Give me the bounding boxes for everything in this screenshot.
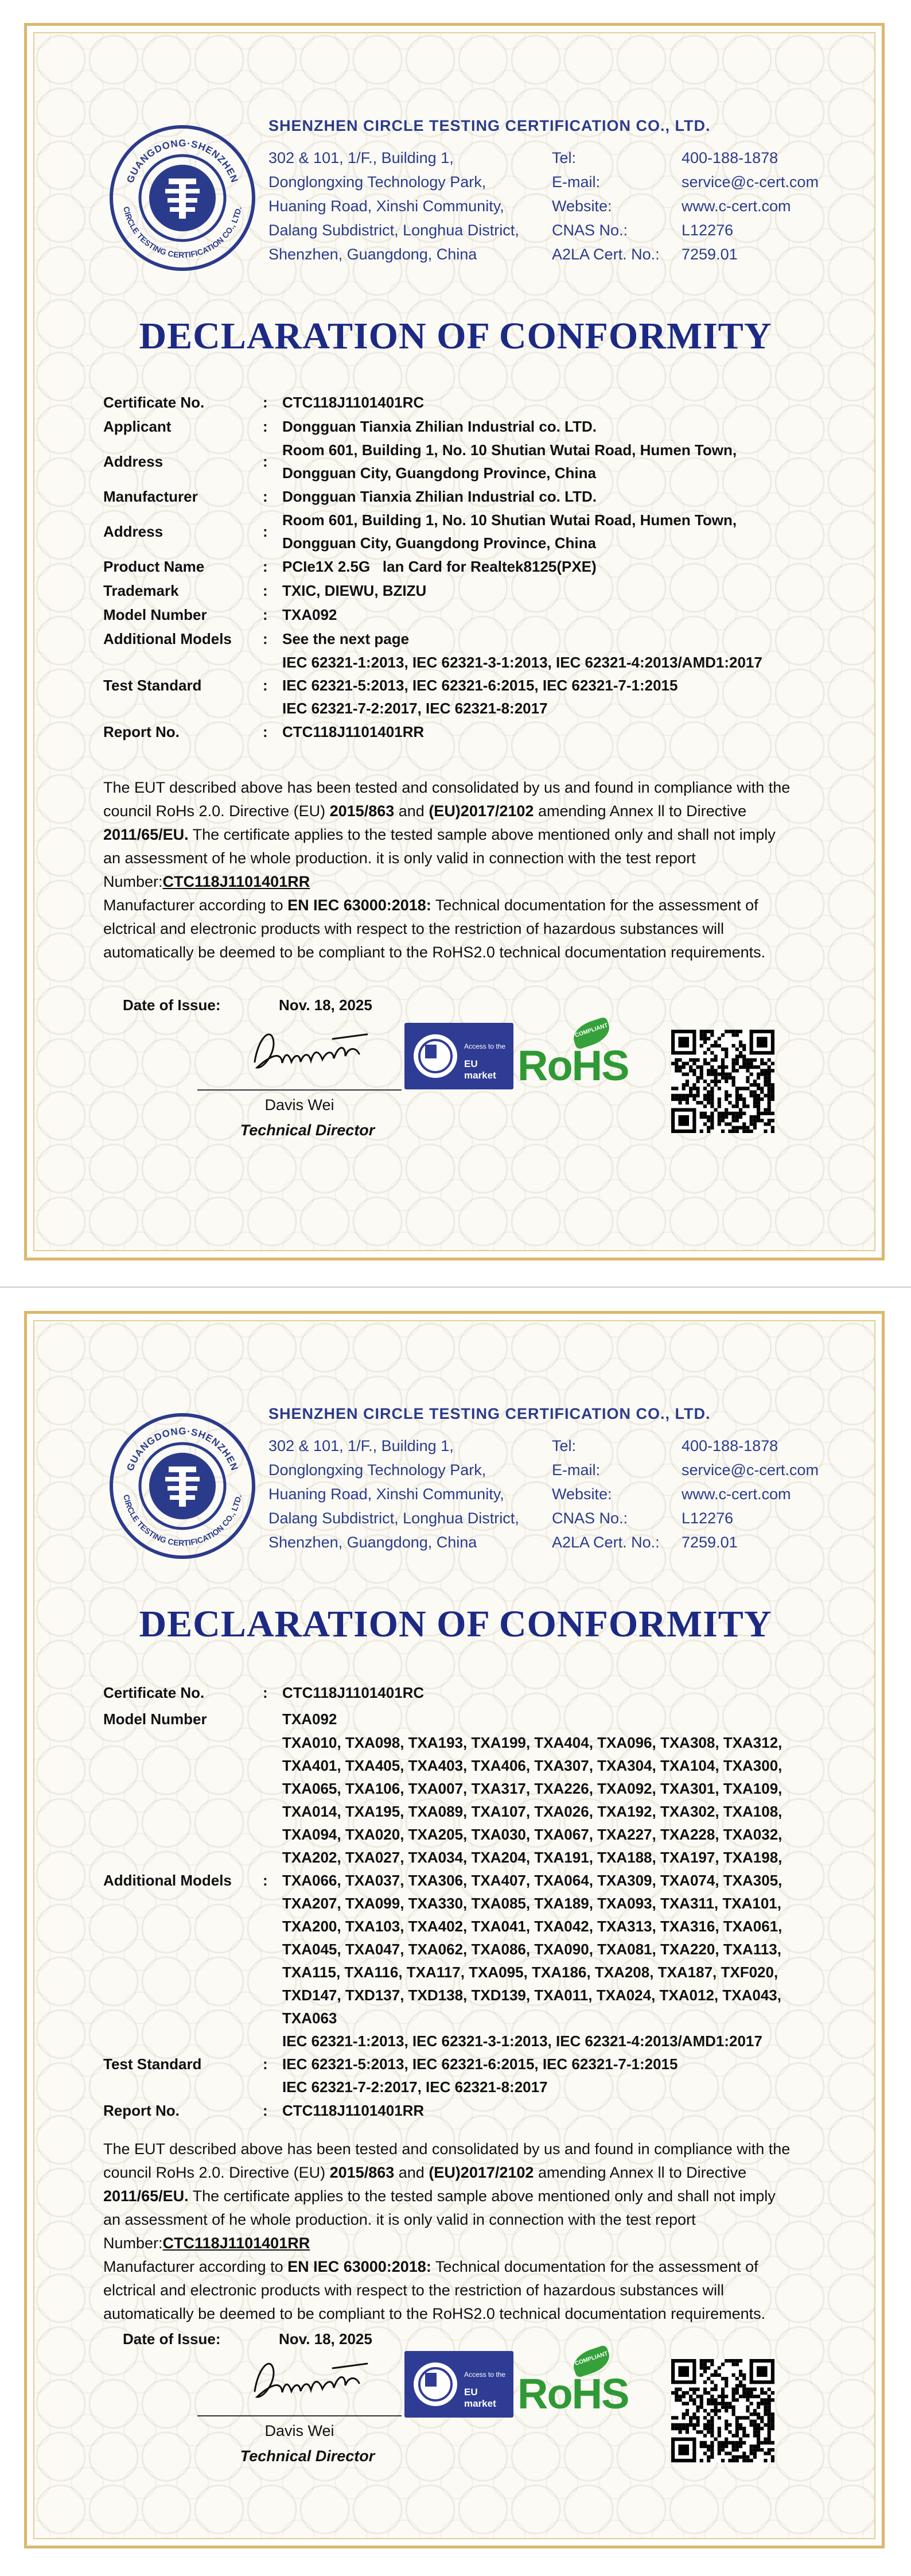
field-colon: : [263, 581, 268, 599]
address-line: 302 & 101, 1/F., Building 1, [268, 149, 454, 166]
rohs-text: RoHS [517, 1042, 629, 1089]
field-label: Model Number [103, 1710, 207, 1728]
address-line: Room 601, Building 1, No. 10 Shutian Wutai Road, Humen Town, [282, 511, 737, 529]
field-label: Additional Models [103, 1871, 232, 1889]
standard-line: IEC 62321-5:2013, IEC 62321-6:2015, IEC 62321-7-1:2015 [282, 2055, 678, 2073]
issue-date-label: Date of Issue: [123, 996, 221, 1014]
signatory-title: Technical Director [240, 1122, 375, 1139]
eu-market-badge [404, 2351, 513, 2418]
contact-label: E-mail: [552, 173, 601, 191]
signatory-name: Davis Wei [264, 2422, 334, 2439]
rohs-logo [517, 1022, 630, 1093]
seal-bottom-text: CIRCLE TESTING CERTIFICATION CO., LTD. [122, 1493, 243, 1548]
contact-cnas: L12276 [682, 1510, 734, 1527]
standard-line: IEC 62321-1:2013, IEC 62321-3-1:2013, IEC 62321-4:2013/AMD1:2017 [282, 654, 762, 671]
field-colon: : [263, 1683, 268, 1701]
field-label: Address [103, 452, 163, 470]
field-trademark [103, 579, 826, 603]
field-value: CTC118J1101401RC [282, 394, 425, 411]
statement-line: Number:CTC118J1101401RR [103, 2234, 310, 2252]
contact-label: A2LA Cert. No.: [552, 246, 660, 263]
field-report-no [103, 720, 826, 744]
field-label: Report No. [103, 723, 180, 740]
field-product-name [103, 554, 826, 579]
model-list-line: TXA202, TXA027, TXA034, TXA204, TXA191, TXA188, TXA197, TXA198, [282, 1849, 782, 1866]
model-list-line: TXA065, TXA106, TXA007, TXA317, TXA226, TXA092, TXA301, TXA109, [282, 1780, 782, 1797]
address-line: Shenzhen, Guangdong, China [268, 246, 477, 263]
contact-label: E-mail: [552, 1461, 601, 1479]
field-value: PCIe1X 2.5G lan Card for Realtek8125(PXE) [282, 558, 597, 575]
address-line: Dalang Subdistrict, Longhua District, [268, 222, 519, 239]
statement-line: an assessment of he whole production. it is only valid in connection with the test report [103, 849, 696, 867]
field-value [282, 509, 826, 554]
statement-line: an assessment of he whole production. it is only valid in connection with the test report [103, 2211, 696, 2228]
address-line: Dongguan City, Guangdong Province, China [282, 464, 596, 482]
model-list-line: TXA401, TXA405, TXA403, TXA406, TXA307, TXA304, TXA104, TXA300, [282, 1757, 782, 1774]
field-label: Product Name [103, 557, 205, 575]
address-line: Dalang Subdistrict, Longhua District, [268, 1510, 519, 1527]
certificate-fields [103, 1678, 826, 2123]
field-label: Test Standard [103, 2055, 202, 2073]
field-value: CTC118J1101401RR [282, 2102, 425, 2119]
contact-label: Website: [552, 1485, 612, 1503]
eu-badge-text: EU market [464, 1058, 496, 1081]
field-colon: : [263, 676, 268, 694]
field-value: See the next page [282, 630, 410, 647]
contact-label: Website: [552, 197, 612, 215]
eu-badge-small-text: Access to the [464, 2371, 506, 2379]
field-value: Dongguan Tianxia Zhilian Industrial co. LTD. [282, 418, 597, 435]
field-colon: : [263, 522, 268, 540]
field-colon: : [263, 487, 268, 505]
signature-icon [247, 2351, 373, 2414]
address-line: Room 601, Building 1, No. 10 Shutian Wutai Road, Humen Town, [282, 441, 737, 459]
rohs-logo [517, 2350, 630, 2421]
field-label: Report No. [103, 2101, 180, 2119]
field-report-no [103, 2098, 826, 2123]
field-address [103, 439, 826, 484]
additional-models-list [282, 1731, 826, 2030]
issue-date-label: Date of Issue: [123, 2330, 221, 2348]
contact-email[interactable]: service@c-cert.com [682, 173, 819, 191]
contact-tel: 400-188-1878 [682, 1437, 778, 1454]
model-list-line: TXA010, TXA098, TXA193, TXA199, TXA404, TXA096, TXA308, TXA312, [282, 1734, 782, 1751]
field-label: Model Number [103, 606, 207, 623]
signatory-name: Davis Wei [264, 1096, 334, 1114]
field-label: Manufacturer [103, 487, 198, 505]
qr-code-icon[interactable] [671, 2359, 774, 2462]
contact-label: CNAS No.: [552, 1510, 628, 1527]
seal-top-text: GUANGDONG·SHENZHEN [124, 1425, 240, 1473]
field-value [282, 439, 826, 484]
contact-values [682, 1434, 819, 1554]
field-colon: : [263, 393, 268, 411]
contact-a2la: 7259.01 [682, 246, 738, 263]
company-address [268, 146, 519, 266]
eu-badge-small-text: Access to the [464, 1042, 506, 1050]
issue-date-value: Nov. 18, 2025 [279, 2330, 372, 2348]
company-seal-icon [108, 1411, 257, 1561]
company-name: SHENZHEN CIRCLE TESTING CERTIFICATION CO., LTD. [268, 117, 711, 134]
model-list-line: TXA014, TXA195, TXA089, TXA107, TXA026, TXA192, TXA302, TXA108, [282, 1803, 782, 1820]
field-colon: : [263, 417, 268, 435]
field-test-standard [103, 651, 826, 720]
statement-line: automatically be deemed to be compliant to the RoHS2.0 technical documentation requirements. [103, 2305, 766, 2322]
field-value: TXA092 [282, 1710, 337, 1728]
model-list-line: TXA045, TXA047, TXA062, TXA086, TXA090, TXA081, TXA220, TXA113, [282, 1941, 781, 1958]
contact-labels [552, 146, 660, 266]
contact-website[interactable]: www.c-cert.com [682, 1485, 791, 1503]
address-line: Huaning Road, Xinshi Community, [268, 1485, 504, 1503]
contact-tel: 400-188-1878 [682, 149, 778, 166]
model-list-line: TXA115, TXA116, TXA117, TXA095, TXA186, TXA208, TXA187, TXF020, [282, 1964, 778, 1981]
standard-line: IEC 62321-7-2:2017, IEC 62321-8:2017 [282, 700, 548, 717]
field-applicant [103, 414, 826, 439]
model-list-line: TXD147, TXD137, TXD138, TXD139, TXA011, TXA024, TXA012, TXA043, [282, 1987, 781, 2004]
field-colon: : [263, 2101, 268, 2119]
field-colon: : [263, 452, 268, 470]
rohs-text: RoHS [517, 2370, 629, 2418]
field-label: Certificate No. [103, 1683, 205, 1701]
address-line: Dongguan City, Guangdong Province, China [282, 534, 596, 552]
rohs-leaf-text: COMPLIANT [574, 1022, 609, 1039]
field-certificate-no [103, 390, 826, 414]
statement-line: council RoHs 2.0. Directive (EU) 2015/863 and (EU)2017/2102 amending Annex ll to Directive [103, 2164, 747, 2181]
statement-line: 2011/65/EU. The certificate applies to the tested sample above mentioned only and shall not imply [103, 2187, 776, 2205]
field-value: TXIC, DIEWU, BZIZU [282, 582, 427, 599]
field-label: Trademark [103, 581, 179, 599]
field-additional-models [103, 1731, 826, 2030]
field-label: Certificate No. [103, 393, 205, 411]
address-line: Shenzhen, Guangdong, China [268, 1534, 477, 1551]
field-value [282, 651, 826, 720]
eu-badge-seal-icon [414, 2362, 457, 2406]
certificate-fields [103, 390, 826, 744]
qr-code-icon[interactable] [671, 1030, 774, 1133]
statement-line: elctrical and electronic products with respect to the restriction of hazardous substances will [103, 920, 725, 937]
statement-line: 2011/65/EU. The certificate applies to the tested sample above mentioned only and shall not imply [103, 826, 776, 843]
field-test-standard [103, 2030, 826, 2098]
statement-line: Manufacturer according to EN IEC 63000:2018: Technical documentation for the assessment of [103, 2258, 758, 2275]
model-list-line: TXA066, TXA037, TXA306, TXA407, TXA064, TXA309, TXA074, TXA305, [282, 1872, 782, 1889]
field-label: Address [103, 522, 163, 540]
issue-date-value: Nov. 18, 2025 [279, 996, 372, 1014]
contact-label: Tel: [552, 149, 577, 166]
standard-line: IEC 62321-7-2:2017, IEC 62321-8:2017 [282, 2078, 548, 2096]
rohs-leaf-text: COMPLIANT [574, 2350, 609, 2367]
seal-bottom-text: CIRCLE TESTING CERTIFICATION CO., LTD. [122, 205, 243, 260]
field-colon: : [263, 630, 268, 647]
contact-a2la: 7259.01 [682, 1534, 738, 1551]
contact-label: A2LA Cert. No.: [552, 1534, 660, 1551]
eu-badge-text: EU market [464, 2387, 496, 2409]
address-line: Donglongxing Technology Park, [268, 173, 486, 191]
field-additional-models [103, 627, 826, 651]
report-number-link: CTC118J1101401RR [162, 2234, 310, 2252]
seal-top-text: GUANGDONG·SHENZHEN [124, 137, 240, 185]
model-list-line: TXA094, TXA020, TXA205, TXA030, TXA067, TXA227, TXA228, TXA032, [282, 1826, 782, 1843]
field-colon: : [263, 606, 268, 623]
field-value [282, 2030, 826, 2098]
document-title: DECLARATION OF CONFORMITY [139, 1603, 772, 1645]
field-colon: : [263, 1871, 268, 1889]
model-list-line: TXA200, TXA103, TXA402, TXA041, TXA042, TXA313, TXA316, TXA061, [282, 1918, 782, 1935]
field-certificate-no [103, 1678, 826, 1707]
field-colon: : [263, 723, 268, 740]
eu-badge-seal-icon [414, 1034, 457, 1078]
signatory-title: Technical Director [240, 2447, 375, 2465]
company-seal-icon [108, 123, 257, 273]
field-manufacturer [103, 484, 826, 509]
model-list-line: TXA063 [282, 2009, 337, 2027]
field-value: CTC118J1101401RR [282, 723, 425, 740]
company-address [268, 1434, 519, 1554]
eu-market-badge [404, 1023, 513, 1089]
signature-line [197, 1089, 402, 1091]
field-value: CTC118J1101401RC [282, 1684, 425, 1701]
statement-line: Number:CTC118J1101401RR [103, 873, 310, 890]
field-colon: : [263, 557, 268, 575]
contact-cnas: L12276 [682, 222, 734, 239]
standard-line: IEC 62321-5:2013, IEC 62321-6:2015, IEC 62321-7-1:2015 [282, 677, 678, 694]
statement-line: Manufacturer according to EN IEC 63000:2018: Technical documentation for the assessment of [103, 897, 758, 914]
field-model-number [103, 603, 826, 627]
field-label: Additional Models [103, 630, 232, 647]
company-name: SHENZHEN CIRCLE TESTING CERTIFICATION CO., LTD. [268, 1405, 711, 1422]
model-list-line: TXA207, TXA099, TXA330, TXA085, TXA189, TXA093, TXA311, TXA101, [282, 1895, 781, 1912]
field-value: Dongguan Tianxia Zhilian Industrial co. LTD. [282, 488, 597, 505]
address-line: Huaning Road, Xinshi Community, [268, 197, 504, 215]
contact-email[interactable]: service@c-cert.com [682, 1461, 819, 1479]
contact-label: Tel: [552, 1437, 577, 1454]
field-value: TXA092 [282, 606, 337, 623]
document-title: DECLARATION OF CONFORMITY [139, 315, 772, 357]
statement-line: elctrical and electronic products with respect to the restriction of hazardous substances will [103, 2282, 725, 2299]
compliance-statement [103, 776, 820, 964]
compliance-statement [103, 2137, 820, 2326]
contact-website[interactable]: www.c-cert.com [682, 197, 791, 215]
report-number-link: CTC118J1101401RR [162, 873, 310, 890]
field-colon: : [263, 2055, 268, 2073]
field-model-number [103, 1707, 826, 1731]
statement-line: The EUT described above has been tested and consolidated by us and found in compliance with the [103, 2140, 791, 2158]
certificate-page-2 [0, 1288, 911, 2576]
signature-icon [247, 1022, 373, 1085]
address-line: Donglongxing Technology Park, [268, 1461, 486, 1479]
contact-values [682, 146, 819, 266]
field-address [103, 509, 826, 554]
field-label: Test Standard [103, 676, 202, 694]
statement-line: automatically be deemed to be compliant to the RoHS2.0 technical documentation requirements. [103, 944, 766, 961]
standard-line: IEC 62321-1:2013, IEC 62321-3-1:2013, IEC 62321-4:2013/AMD1:2017 [282, 2032, 762, 2050]
contact-label: CNAS No.: [552, 222, 628, 239]
field-label: Applicant [103, 417, 172, 435]
signature-line [197, 2415, 402, 2416]
statement-line: council RoHs 2.0. Directive (EU) 2015/863 and (EU)2017/2102 amending Annex ll to Directive [103, 802, 747, 820]
address-line: 302 & 101, 1/F., Building 1, [268, 1437, 454, 1454]
statement-line: The EUT described above has been tested and consolidated by us and found in compliance with the [103, 779, 791, 796]
contact-labels [552, 1434, 660, 1554]
